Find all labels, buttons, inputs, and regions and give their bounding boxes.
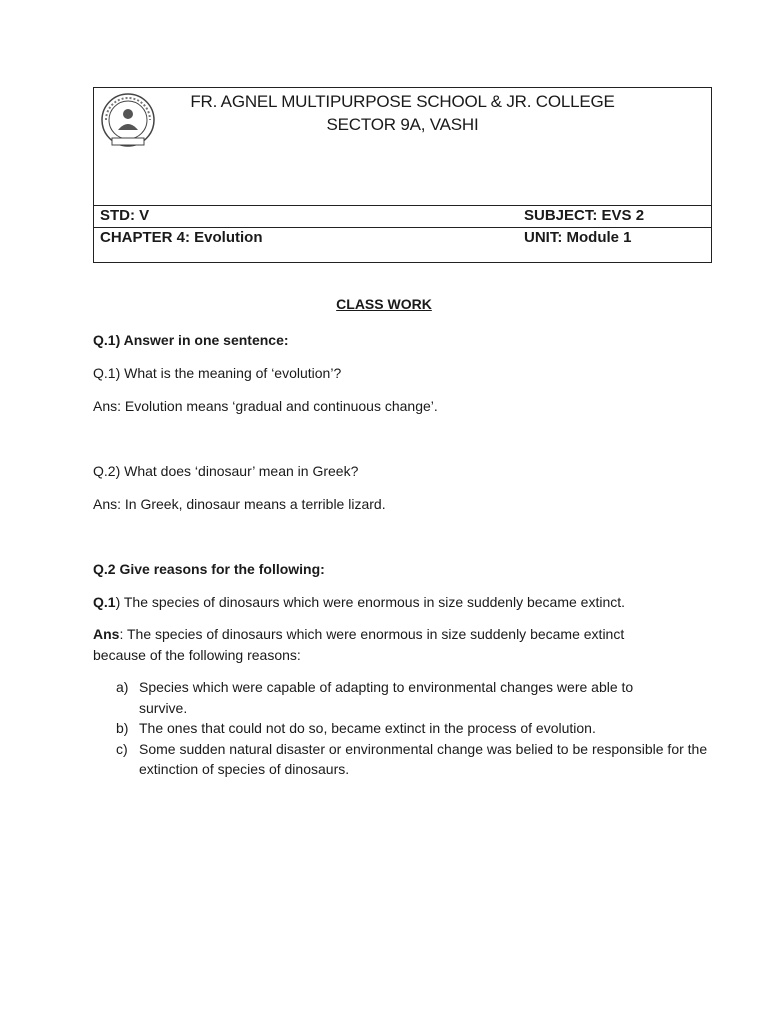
list-item [93,677,659,718]
answer-body: : The species of dinosaurs which were enormous in size suddenly became extinct because of the following reasons: [93,626,625,663]
list-item-text: Some sudden natural disaster or environmental change was belied to be responsible for the extinction of species of dinosaurs. [139,740,708,777]
std-label: STD: V [100,207,150,224]
answer-text: Ans: Evolution means ‘gradual and continuous change’. [93,398,438,414]
list-marker: a) [116,679,129,695]
reasons-list [93,677,708,780]
list-item [93,739,719,780]
list-marker: b) [116,720,129,736]
list-marker: c) [116,740,128,757]
page-title: CLASS WORK [336,296,432,312]
question-number: Q.1 [93,594,116,610]
school-name-line2: SECTOR 9A, VASHI [326,115,479,134]
header-table [93,87,712,263]
chapter-label: CHAPTER 4: Evolution [100,229,263,246]
school-name-line1: FR. AGNEL MULTIPURPOSE SCHOOL & JR. COLLEGE [190,92,615,111]
answer-prefix: Ans [93,626,120,642]
list-item-text: The ones that could not do so, became extinct in the process of evolution. [139,720,596,736]
section-heading: Q.2 Give reasons for the following: [93,561,325,577]
list-item-text: Species which were capable of adapting to environmental changes were able to survive. [139,679,634,716]
list-item [93,718,699,739]
answer-text [93,624,653,666]
question-text: Q.1) What is the meaning of ‘evolution’? [93,365,342,381]
question-body: ) The species of dinosaurs which were enormous in size suddenly became extinct. [115,594,626,610]
unit-label: UNIT: Module 1 [524,229,632,246]
answer-text: Ans: In Greek, dinosaur means a terrible lizard. [93,496,386,512]
question-text: Q.2) What does ‘dinosaur’ mean in Greek? [93,463,359,479]
question-text [93,592,693,612]
subject-label: SUBJECT: EVS 2 [524,207,645,224]
section-heading: Q.1) Answer in one sentence: [93,332,289,348]
school-name [94,90,711,136]
